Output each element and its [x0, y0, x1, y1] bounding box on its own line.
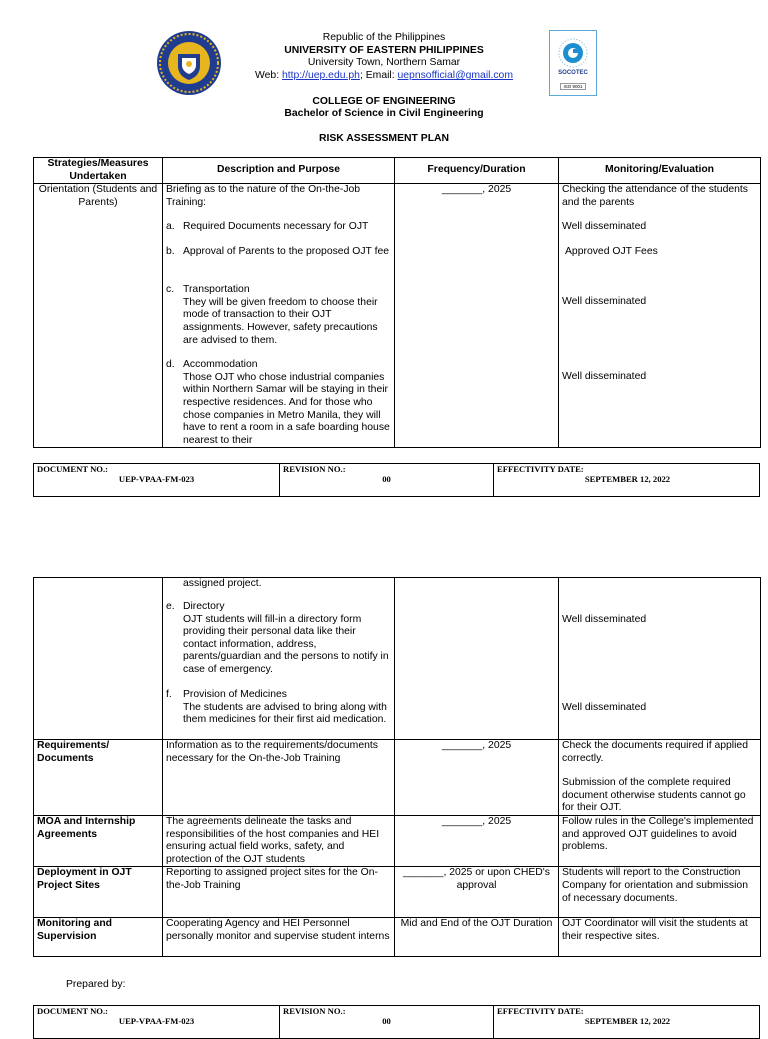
effectivity-label: EFFECTIVITY DATE:: [497, 1006, 584, 1016]
description-cell: Reporting to assigned project sites for the On-the-Job Training: [163, 867, 395, 918]
doc-no-label: DOCUMENT NO.:: [37, 464, 108, 474]
column-header: Strategies/Measures Undertaken: [34, 158, 163, 184]
revision-value: 00: [382, 1016, 391, 1026]
list-item: d. Accommodation Those OJT who chose industrial companies within Northern Samar will be staying in their respective residences. And for those who chose companies in Metro Manila, they will have to rent a room in a safe boarding house nearest to their: [166, 359, 390, 446]
contact-line: [0, 70, 768, 82]
frequency-cell: _______, 2025: [395, 740, 559, 816]
list-item: a. Required Documents necessary for OJT: [166, 221, 369, 233]
republic-line: Republic of the Philippines: [322, 32, 446, 43]
revision-value: 00: [382, 474, 391, 484]
strategy-cell: Deployment in OJT Project Sites: [34, 867, 163, 918]
table-row: [34, 867, 761, 918]
evaluation-text: Well disseminated: [562, 702, 647, 713]
email-link[interactable]: uepnsofficial@gmail.com: [397, 70, 513, 81]
strategy-cell: Orientation (Students and Parents): [34, 184, 163, 448]
evaluation-text: Well disseminated: [562, 614, 647, 625]
column-header: Monitoring/Evaluation: [559, 158, 761, 184]
strategy-cell: Requirements/ Documents: [34, 740, 163, 816]
description-cell: [163, 578, 395, 740]
university-name: UNIVERSITY OF EASTERN PHILIPPINES: [284, 44, 484, 56]
carry-over-text: assigned project.: [183, 578, 262, 589]
strategy-cell: MOA and Internship Agreements: [34, 816, 163, 867]
strategy-cell: [34, 578, 163, 740]
prepared-by-label: Prepared by:: [66, 979, 126, 990]
list-item: e. Directory OJT students will fill-in a directory form providing their personal data like their contact information, address, parents/guardian and the persons to notify in case of emergency.: [166, 601, 389, 675]
doc-no-value: UEP-VPAA-FM-023: [118, 474, 195, 484]
table-row: [34, 184, 761, 448]
evaluation-text: Checking the attendance of the students and the parents: [562, 184, 749, 208]
evaluation-text: Well disseminated: [562, 221, 647, 233]
column-header: Frequency/Duration: [395, 158, 559, 184]
frequency-cell: Mid and End of the OJT Duration: [395, 918, 559, 957]
evaluation-cell: [559, 184, 761, 448]
orientation-intro: Briefing as to the nature of the On-the-Job Training:: [166, 184, 361, 208]
email-label: ; Email:: [359, 70, 398, 81]
cert-brand: SOCOTEC: [558, 70, 588, 76]
evaluation-text: Submission of the complete required document otherwise students cannot go for their OJT.: [562, 777, 746, 814]
frequency-cell: [395, 578, 559, 740]
program-name: Bachelor of Science in Civil Engineering: [284, 108, 484, 119]
revision-label: REVISION NO.:: [283, 1006, 346, 1016]
website-link[interactable]: http://uep.edu.ph: [281, 70, 360, 81]
list-item: b. Approval of Parents to the proposed OJT fee: [166, 246, 390, 258]
evaluation-text: Well disseminated: [562, 296, 647, 308]
frequency-cell: _______, 2025: [395, 816, 559, 867]
risk-table-page1: [33, 157, 761, 448]
document-footer: [33, 1005, 760, 1039]
college-name: COLLEGE OF ENGINEERING: [312, 95, 456, 107]
description-cell: Cooperating Agency and HEI Personnel personally monitor and supervise student interns: [163, 918, 395, 957]
column-header: Description and Purpose: [163, 158, 395, 184]
description-cell: The agreements delineate the tasks and responsibilities of the host companies and HEI ensuring actual field works, safety, and protection of the OJT students: [163, 816, 395, 867]
table-row: [34, 578, 761, 740]
effectivity-label: EFFECTIVITY DATE:: [497, 464, 584, 474]
effectivity-value: SEPTEMBER 12, 2022: [584, 474, 671, 484]
web-label: Web:: [255, 70, 282, 81]
table-row: [34, 816, 761, 867]
document-title: RISK ASSESSMENT PLAN: [318, 133, 450, 144]
effectivity-value: SEPTEMBER 12, 2022: [584, 1016, 671, 1026]
description-cell: Information as to the requirements/documents necessary for the On-the-Job Training: [163, 740, 395, 816]
evaluation-text: Check the documents required if applied correctly.: [562, 740, 748, 764]
list-item: f. Provision of Medicines The students are advised to bring along with them medicines for their first aid medication.: [166, 689, 387, 726]
evaluation-cell: Follow rules in the College's implemented and approved OJT guidelines to avoid problems.: [559, 816, 761, 867]
evaluation-text: Approved OJT Fees: [565, 246, 658, 258]
document-footer: [33, 463, 760, 497]
evaluation-cell: Students will report to the Construction Company for orientation and submission of necessary documents.: [559, 867, 761, 918]
revision-label: REVISION NO.:: [283, 464, 346, 474]
cert-iso: ISO 9001: [560, 83, 586, 90]
university-location: University Town, Northern Samar: [307, 57, 461, 68]
evaluation-text: Well disseminated: [562, 371, 647, 383]
list-item: c. Transportation They will be given freedom to choose their mode of transaction to their OJT assignments. However, safety precautions are advised to them.: [166, 284, 378, 346]
frequency-cell: _______, 2025: [395, 184, 559, 448]
doc-no-label: DOCUMENT NO.:: [37, 1006, 108, 1016]
description-cell: [163, 184, 395, 448]
strategy-cell: Monitoring and Supervision: [34, 918, 163, 957]
table-row: [34, 918, 761, 957]
risk-table-page2: [33, 577, 761, 957]
frequency-cell: _______, 2025 or upon CHED's approval: [395, 867, 559, 918]
evaluation-cell: [559, 578, 761, 740]
doc-no-value: UEP-VPAA-FM-023: [118, 1016, 195, 1026]
table-row: [34, 740, 761, 816]
evaluation-cell: OJT Coordinator will visit the students at their respective sites.: [559, 918, 761, 957]
certification-logo: [549, 30, 597, 96]
evaluation-cell: [559, 740, 761, 816]
